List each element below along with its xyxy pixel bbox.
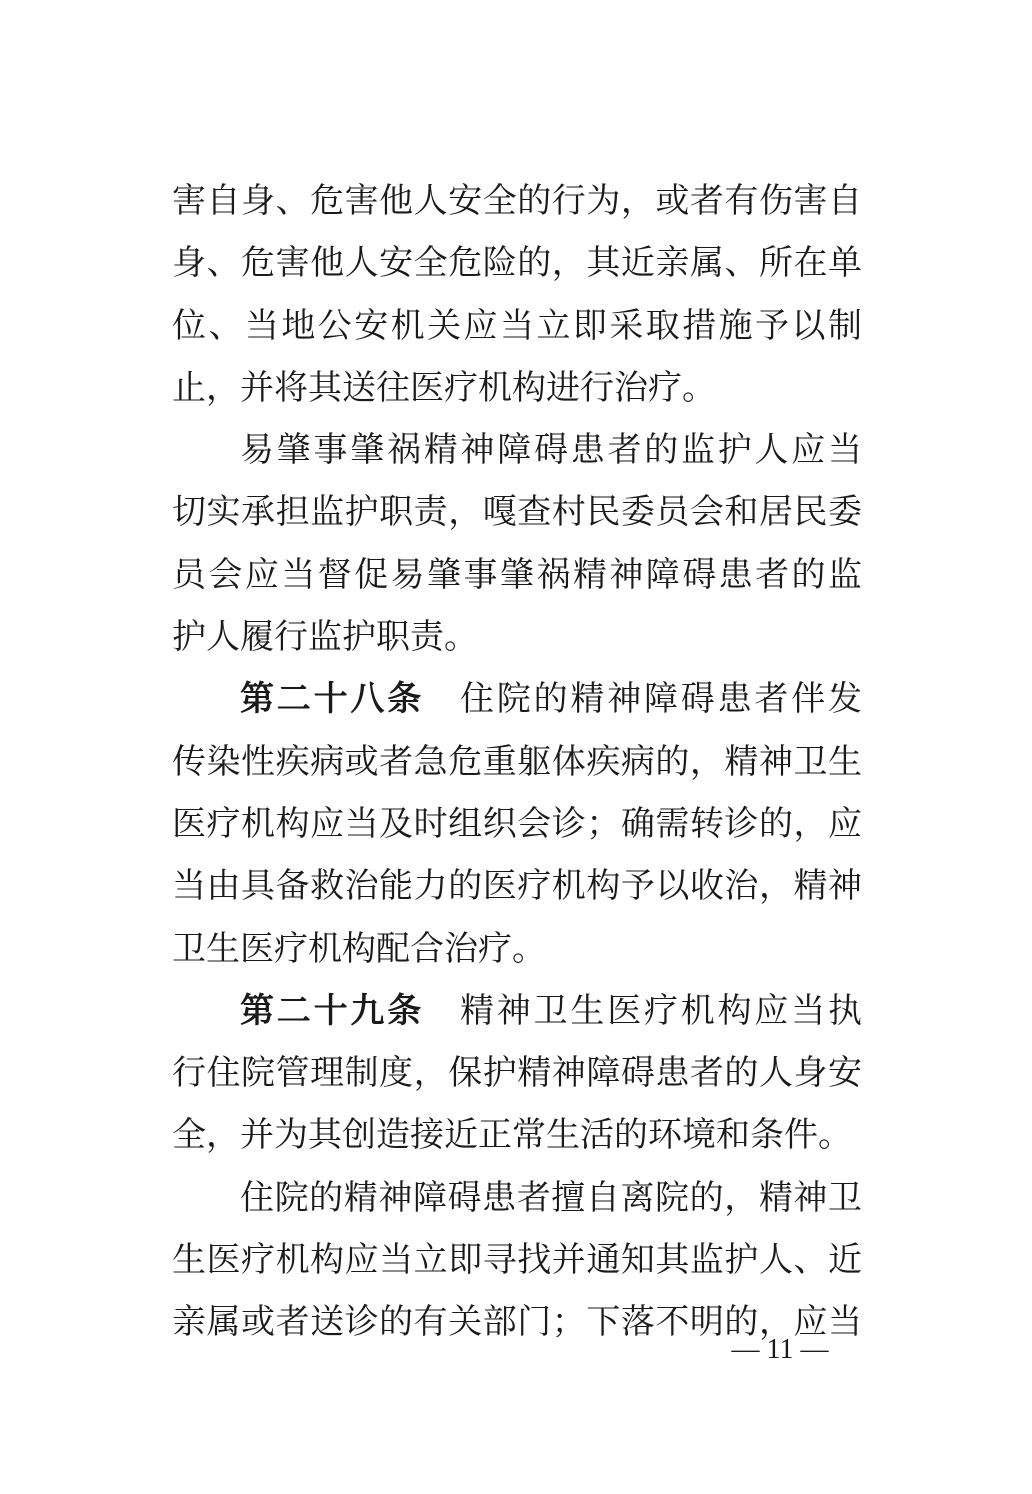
text-line: 全，并为其创造接近正常生活的环境和条件。 (172, 1115, 852, 1156)
article-heading: 第二十九条 (240, 990, 424, 1031)
paragraph (172, 170, 862, 419)
text-line: 当由具备救治能力的医疗机构予以收治，精神 (172, 866, 862, 907)
text-line: 切实承担监护职责，嘎查村民委员会和居民委 (172, 492, 862, 533)
text-line: 亲属或者送诊的有关部门；下落不明的，应当 (172, 1302, 862, 1343)
article-29 (172, 980, 862, 1167)
paragraph (172, 1167, 862, 1354)
text-line: 行住院管理制度，保护精神障碍患者的人身安 (172, 1053, 862, 1094)
text-line: 害自身、危害他人安全的行为，或者有伤害自 (172, 181, 862, 221)
article-heading: 第二十八条 (240, 679, 424, 720)
text-line: 位、当地公安机关应当立即采取措施予以制 (172, 305, 862, 346)
text-line: 卫生医疗机构配合治疗。 (172, 928, 546, 969)
text-line: 员会应当督促易肇事肇祸精神障碍患者的监 (172, 554, 862, 595)
article-text: 精神卫生医疗机构应当执 (460, 990, 862, 1031)
text-line: 住院的精神障碍患者擅自离院的，精神卫 (240, 1177, 862, 1218)
text-line: 护人履行监护职责。 (172, 617, 478, 658)
article-28 (172, 668, 862, 979)
text-line: 身、危害他人安全危险的，其近亲属、所在单 (172, 243, 862, 284)
text-line: 医疗机构应当及时组织会诊；确需转诊的，应 (172, 803, 862, 844)
article-text: 住院的精神障碍患者伴发 (460, 679, 862, 720)
text-line: 易肇事肇祸精神障碍患者的监护人应当 (240, 430, 862, 471)
text-line: 止，并将其送往医疗机构进行治疗。 (172, 367, 716, 408)
text-line (172, 668, 862, 730)
body-text (172, 170, 862, 1354)
paragraph (172, 419, 862, 668)
text-line: 传染性疾病或者急危重躯体疾病的，精神卫生 (172, 741, 862, 782)
text-line: 生医疗机构应当立即寻找并通知其监护人、近 (172, 1240, 862, 1281)
page-number: — 11 — (731, 1334, 829, 1365)
text-line (172, 980, 862, 1042)
